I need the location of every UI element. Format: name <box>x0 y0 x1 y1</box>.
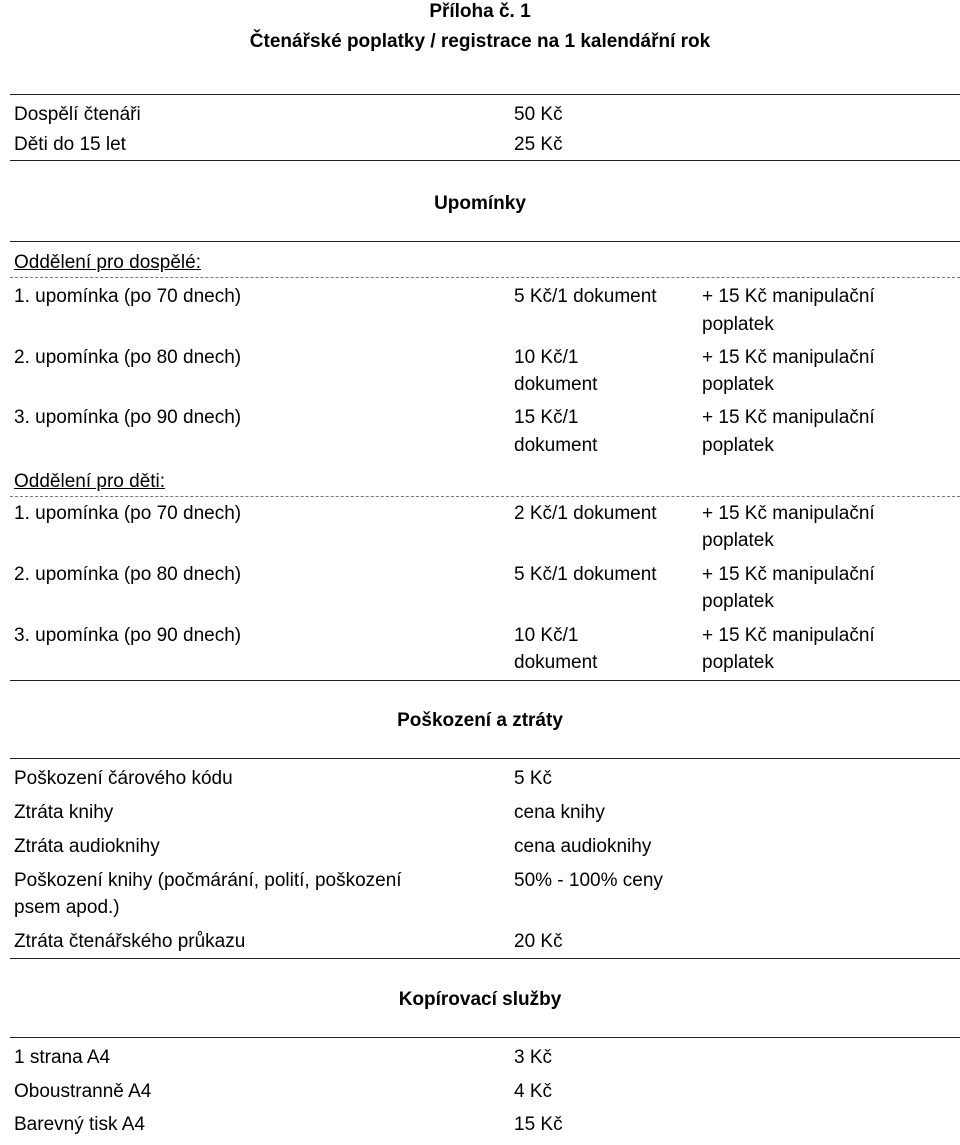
divider <box>10 958 960 959</box>
reminder-fee: 10 Kč/1 <box>514 347 579 368</box>
reminder-fee: 15 Kč/1 <box>514 407 579 428</box>
damage-value: cena audioknihy <box>514 836 652 857</box>
reminder-fee: 10 Kč/1 <box>514 625 579 646</box>
divider <box>10 94 960 95</box>
divider <box>10 680 960 681</box>
reminder-label: 2. upomínka (po 80 dnech) <box>14 564 242 585</box>
department-label-adults: Oddělení pro dospělé: <box>14 252 201 273</box>
damage-value: 5 Kč <box>514 768 553 789</box>
dotted-divider <box>10 496 960 497</box>
divider <box>10 758 960 759</box>
damage-value: 20 Kč <box>514 931 563 952</box>
registration-label: Dospělí čtenáři <box>14 104 141 125</box>
damage-label-cont: psem apod.) <box>14 897 120 918</box>
reminder-extra: + 15 Kč manipulační <box>702 347 875 368</box>
reminder-extra-cont: poplatek <box>702 591 774 612</box>
reminder-label: 2. upomínka (po 80 dnech) <box>14 347 242 368</box>
registration-label: Děti do 15 let <box>14 134 126 155</box>
reminder-extra-cont: poplatek <box>702 435 774 456</box>
department-label-children: Oddělení pro děti: <box>14 471 166 492</box>
section-title-reminders: Upomínky <box>434 193 526 214</box>
damage-value: cena knihy <box>514 802 605 823</box>
reminder-extra-cont: poplatek <box>702 374 774 395</box>
reminder-fee-cont: dokument <box>514 374 598 395</box>
reminder-extra-cont: poplatek <box>702 314 774 335</box>
reminder-extra-cont: poplatek <box>702 652 774 673</box>
reminder-fee: 5 Kč/1 dokument <box>514 286 657 307</box>
reminder-label: 3. upomínka (po 90 dnech) <box>14 625 242 646</box>
registration-value: 50 Kč <box>514 104 563 125</box>
copy-value: 15 Kč <box>514 1114 563 1135</box>
reminder-fee-cont: dokument <box>514 652 598 673</box>
damage-value: 50% - 100% ceny <box>514 870 663 891</box>
section-title-damage: Poškození a ztráty <box>397 710 563 731</box>
reminder-fee: 2 Kč/1 dokument <box>514 503 657 524</box>
damage-label: Ztráta audioknihy <box>14 836 160 857</box>
reminder-extra: + 15 Kč manipulační <box>702 503 875 524</box>
reminder-extra-cont: poplatek <box>702 530 774 551</box>
section-title-copy: Kopírovací služby <box>398 989 562 1010</box>
reminder-extra: + 15 Kč manipulační <box>702 564 875 585</box>
copy-label: Barevný tisk A4 <box>14 1114 145 1135</box>
divider <box>10 241 960 242</box>
reminder-extra: + 15 Kč manipulační <box>702 625 875 646</box>
divider <box>10 160 960 161</box>
document-title: Čtenářské poplatky / registrace na 1 kalendářní rok <box>249 31 711 52</box>
damage-label: Ztráta knihy <box>14 802 114 823</box>
appendix-title: Příloha č. 1 <box>429 1 531 22</box>
dotted-divider <box>10 277 960 278</box>
divider <box>10 1037 960 1038</box>
damage-label: Ztráta čtenářského průkazu <box>14 931 246 952</box>
reminder-extra: + 15 Kč manipulační <box>702 286 875 307</box>
copy-value: 3 Kč <box>514 1047 553 1068</box>
reminder-fee: 5 Kč/1 dokument <box>514 564 657 585</box>
damage-label: Poškození knihy (počmárání, polití, poškození <box>14 870 402 891</box>
registration-value: 25 Kč <box>514 134 563 155</box>
damage-label: Poškození čárového kódu <box>14 768 233 789</box>
reminder-label: 3. upomínka (po 90 dnech) <box>14 407 242 428</box>
reminder-fee-cont: dokument <box>514 435 598 456</box>
reminder-label: 1. upomínka (po 70 dnech) <box>14 503 242 524</box>
copy-label: Oboustranně A4 <box>14 1081 152 1102</box>
reminder-label: 1. upomínka (po 70 dnech) <box>14 286 242 307</box>
copy-label: 1 strana A4 <box>14 1047 111 1068</box>
reminder-extra: + 15 Kč manipulační <box>702 407 875 428</box>
copy-value: 4 Kč <box>514 1081 553 1102</box>
